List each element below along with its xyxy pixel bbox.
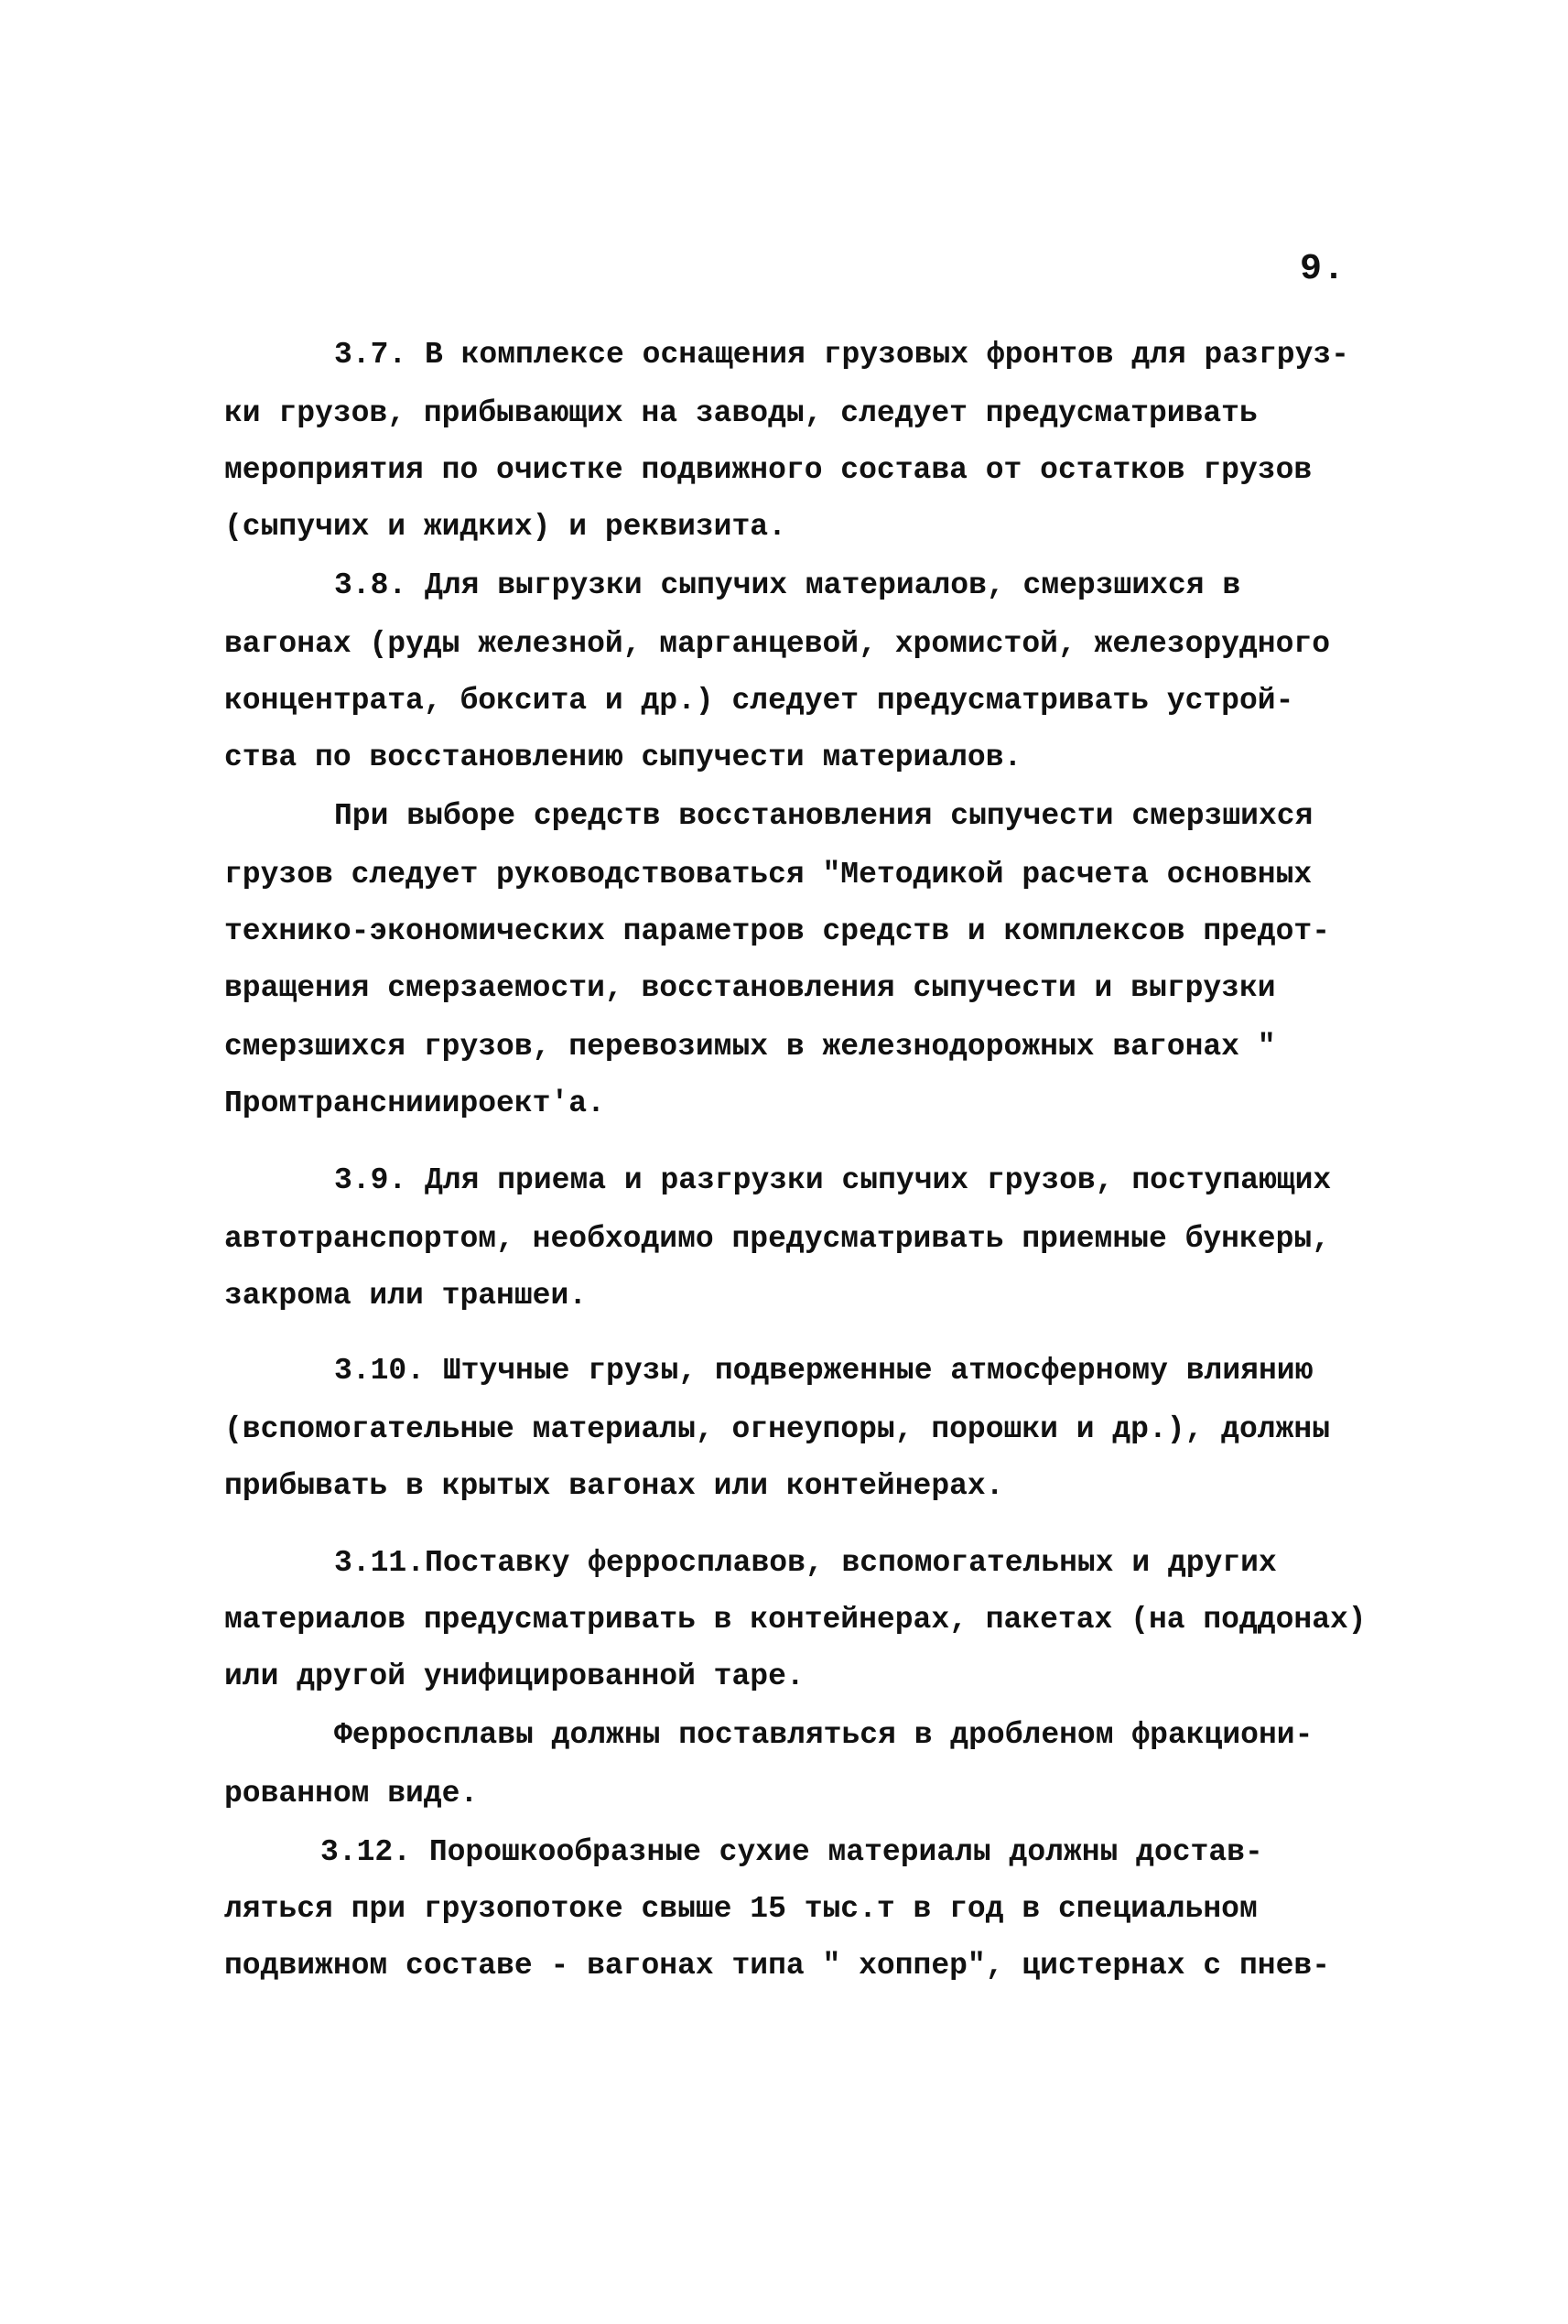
text-line: Ферросплавы должны поставляться в дробленом фракциони- xyxy=(334,1718,1314,1752)
text-line: вращения смерзаемости, восстановления сыпучести и выгрузки xyxy=(224,971,1276,1005)
text-line: 3.8. Для выгрузки сыпучих материалов, смерзшихся в xyxy=(334,568,1241,602)
text-line: автотранспортом, необходимо предусматривать приемные бункеры, xyxy=(224,1222,1330,1256)
text-line: Промтранснииироект'а. xyxy=(224,1086,605,1120)
text-line: прибывать в крытых вагонах или контейнерах. xyxy=(224,1469,1004,1503)
text-line: закрома или траншеи. xyxy=(224,1279,588,1313)
text-line: (вспомогательные материалы, огнеупоры, порошки и др.), должны xyxy=(224,1412,1330,1446)
text-line: ства по восстановлению сыпучести материалов. xyxy=(224,740,1022,774)
text-line: технико-экономических параметров средств и комплексов предот- xyxy=(224,914,1330,948)
text-line: 3.9. Для приема и разгрузки сыпучих грузов, поступающих xyxy=(334,1163,1332,1197)
text-line: (сыпучих и жидких) и реквизита. xyxy=(224,510,786,544)
text-line: ляться при грузопотоке свыше 15 тыс.т в год в специальном xyxy=(224,1892,1258,1926)
text-line: концентрата, боксита и др.) следует предусматривать устрой- xyxy=(224,684,1294,718)
text-line: 3.11.Поставку ферросплавов, вспомогательных и других xyxy=(334,1546,1277,1580)
text-line: 3.12. Порошкообразные сухие материалы должны достав- xyxy=(320,1835,1263,1869)
text-line: материалов предусматривать в контейнерах, пакетах (на поддонах) xyxy=(224,1603,1367,1637)
text-line: ки грузов, прибывающих на заводы, следует предусматривать xyxy=(224,396,1258,430)
text-line: смерзшихся грузов, перевозимых в железнодорожных вагонах " xyxy=(224,1030,1276,1064)
text-line: или другой унифицированной таре. xyxy=(224,1659,805,1693)
page-number: 9. xyxy=(1300,249,1346,290)
text-line: вагонах (руды железной, марганцевой, хромистой, железорудного xyxy=(224,627,1330,661)
text-line: 3.10. Штучные грузы, подверженные атмосферному влиянию xyxy=(334,1354,1314,1388)
text-line: мероприятия по очистке подвижного состава от остатков грузов xyxy=(224,453,1313,487)
text-line: При выборе средств восстановления сыпучести смерзшихся xyxy=(334,799,1314,833)
text-line: грузов следует руководствоваться "Методикой расчета основных xyxy=(224,858,1313,892)
text-line: 3.7. В комплексе оснащения грузовых фронтов для разгруз- xyxy=(334,338,1349,372)
text-line: рованном виде. xyxy=(224,1777,479,1811)
text-line: подвижном составе - вагонах типа " хоппер", цистернах с пнев- xyxy=(224,1949,1330,1983)
